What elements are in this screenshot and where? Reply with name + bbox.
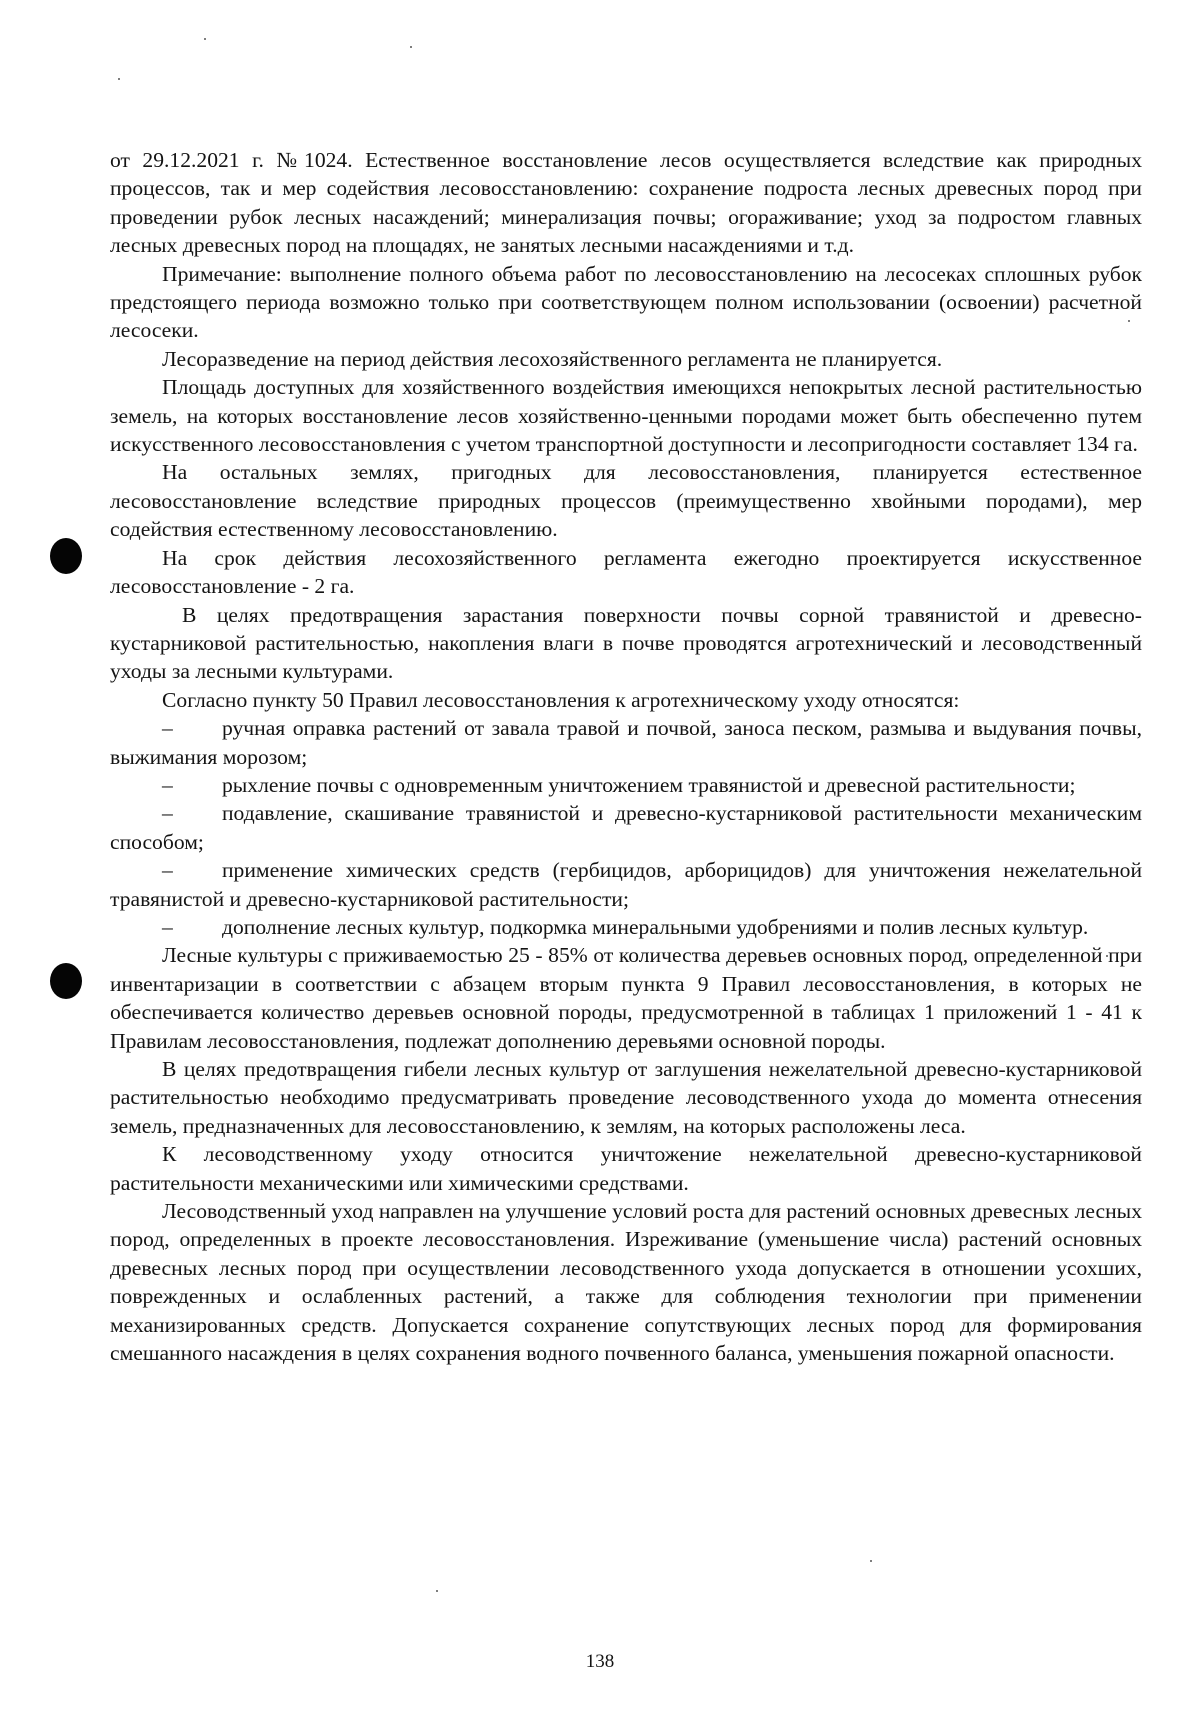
list-item-text: ручная оправка растений от завала травой и почвой, заноса песком, размыва и выдувания почвы, выжимания морозом;	[110, 716, 1142, 769]
paragraph-natural-regeneration: На остальных землях, пригодных для лесовосстановления, планируется естественное лесовосстановление вследствие природных процессов (преимущественно хвойными породами), мер содействия естественному лесовосстановлению.	[110, 460, 1142, 542]
punch-hole-mark-top	[50, 538, 82, 574]
paragraph-silvicultural-purpose: Лесоводственный уход направлен на улучшение условий роста для растений основных древесных лесных пород, определенных в проекте лесовосстановления. Изреживание (уменьшение числа) растений основных древесных лесных пород при осуществлении лесоводственного ухода допускается в отношении усохших, поврежденных и ослабленных растений, а также для соблюдения технологии при применении механизированных средств. Допускается сохранение сопутствующих лесных пород для формирования смешанного насаждения в целях сохранения водного почвенного баланса, уменьшения пожарной опасности.	[110, 1199, 1142, 1366]
list-item	[110, 714, 1142, 771]
list-item	[110, 799, 1142, 856]
paragraph-note: Примечание: выполнение полного объема работ по лесовосстановлению на лесосеках сплошных рубок предстоящего периода возможно только при соответствующем полном использовании (освоении) расчетной лесосеки.	[110, 261, 1142, 343]
list-item	[110, 856, 1142, 913]
scan-speck	[436, 1590, 438, 1592]
list-item-text: рыхление почвы с одновременным уничтожением травянистой и древесной растительности;	[222, 772, 1076, 797]
paragraph-silvicultural-definition: К лесоводственному уходу относится уничтожение нежелательной древесно-кустарниковой растительности механическими или химическими средствами.	[110, 1142, 1142, 1195]
scan-speck	[870, 1560, 872, 1562]
scan-speck	[204, 38, 206, 40]
punch-hole-mark-bottom	[50, 963, 82, 999]
scan-speck	[410, 46, 412, 48]
dash-marker: –	[162, 716, 173, 741]
list-item-text: дополнение лесных культур, подкормка минеральными удобрениями и полив лесных культур.	[222, 914, 1089, 939]
paragraph-silvicultural-need: В целях предотвращения гибели лесных культур от заглушения нежелательной древесно-кустарниковой растительностью необходимо предусматривать проведение лесоводственного ухода до момента отнесения земель, предназначенных для лесовосстановлению, к землям, на которых расположены леса.	[110, 1057, 1142, 1138]
paragraph-annual-plan: На срок действия лесохозяйственного регламента ежегодно проектируется искусственное лесовосстановление - 2 га.	[110, 545, 1142, 599]
paragraph-available-area: Площадь доступных для хозяйственного воздействия имеющихся непокрытых лесной растительностью земель, на которых восстановление лесов хозяйственно-ценными породами может быть обеспеченно путем искусственного лесовосстановления с учетом транспортной доступности и лесопригодности составляет 134 га.	[110, 375, 1142, 457]
page-number: 138	[585, 1651, 615, 1672]
document-body	[110, 146, 1142, 1367]
paragraph-agrotechnical-intro: Согласно пункту 50 Правил лесовосстановления к агротехническому уходу относятся:	[162, 687, 960, 712]
paragraph-afforestation: Лесоразведение на период действия лесохозяйственного регламента не планируется.	[162, 346, 943, 371]
list-item	[110, 913, 1142, 941]
scan-speck	[118, 78, 120, 80]
dash-marker: –	[162, 772, 173, 797]
paragraph-intro: от 29.12.2021 г. №1024. Естественное восстановление лесов осуществляется вследствие как природных процессов, так и мер содействия лесовосстановлению: сохранение подроста лесных древесных пород при проведении рубок лесных насаждений; минерализация почвы; огораживание; уход за подростом главных лесных древесных пород на площадях, не занятых лесными насаждениями и т.д.	[110, 148, 1142, 258]
dash-marker: –	[162, 858, 173, 883]
list-item-text: применение химических средств (гербицидов, арборицидов) для уничтожения нежелательной травянистой и древесно-кустарниковой растительности;	[110, 858, 1142, 911]
list-item-text: подавление, скашивание травянистой и древесно-кустарниковой растительности механическим способом;	[110, 801, 1142, 854]
paragraph-care-purpose: В целях предотвращения зарастания поверхности почвы сорной травянистой и древесно-кустарниковой растительностью, накопления влаги в почве проводятся агротехнический и лесоводственный уходы за лесными культурами.	[110, 602, 1142, 684]
dash-marker: –	[162, 801, 173, 826]
dash-marker: –	[162, 914, 173, 939]
paragraph-survival-rate: Лесные культуры с приживаемостью 25 - 85% от количества деревьев основных пород, определенной при инвентаризации в соответствии с абзацем вторым пункта 9 Правил лесовосстановления, в которых не обеспечивается количество деревьев основной породы, предусмотренной в таблицах 1 приложений 1 - 41 к Правилам лесовосстановления, подлежат дополнению деревьями основной породы.	[110, 943, 1142, 1053]
list-item	[110, 771, 1142, 799]
